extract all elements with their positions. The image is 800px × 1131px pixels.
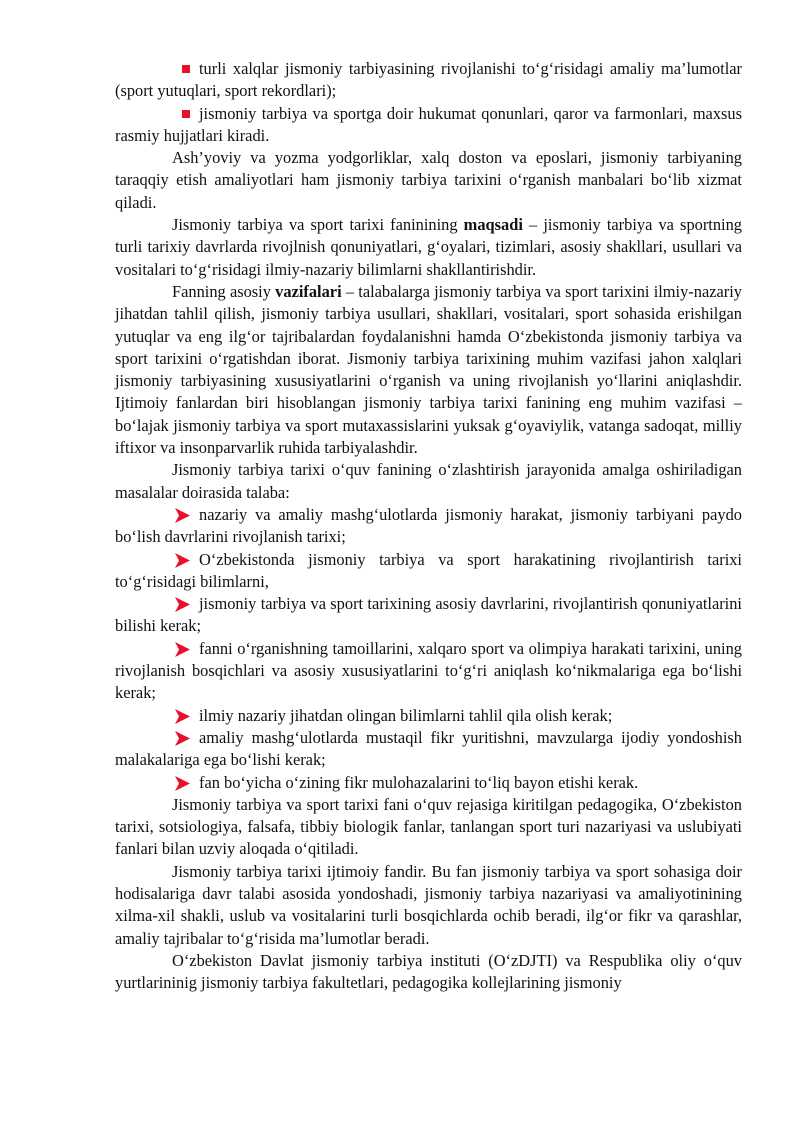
- paragraph: Jismoniy tarbiya va sport tarixi faninining maqsadi – jismoniy tarbiya va sportning turli tarixiy davrlarda rivojlnish qonuniyatlari, g‘oyalari, tizimlari, asosiy shakllari, usullari va vositalari to‘g‘risidagi ilmiy-nazariy bilimlarni shakllantirishdir.: [115, 215, 742, 279]
- list-item: fan bo‘yicha o‘zining fikr mulohazalarini to‘liq bayon etishi kerak.: [115, 772, 742, 794]
- arrow-bullet-icon: [173, 642, 191, 657]
- paragraph: Jismoniy tarbiya tarixi o‘quv fanining o‘zlashtirish jarayonida amalga oshiriladigan masalalar doirasida talaba:: [115, 460, 742, 502]
- list-item: O‘zbekistonda jismoniy tarbiya va sport harakatining rivojlantirish tarixi to‘g‘risidagi bilimlarni,: [115, 549, 742, 591]
- square-bullet-icon: [182, 65, 190, 73]
- arrow-bullet-icon: [173, 776, 191, 791]
- list-item: fanni o‘rganishning tamoillarini, xalqaro sport va olimpiya harakati tarixini, uning rivojlanish bosqichlari va asosiy xususiyatlarini to‘g‘ri aniqlash ko‘nikmalariga ega bo‘lishi kerak;: [115, 638, 742, 703]
- list-item: nazariy va amaliy mashg‘ulotlarda jismoniy harakat, jismoniy tarbiyani paydo bo‘lish davrlarini rivojlanish tarixi;: [115, 504, 742, 547]
- list-item: jismoniy tarbiya va sportga doir hukumat qonunlari, qaror va farmonlari, maxsus rasmiy hujjatlari kiradi.: [115, 103, 742, 145]
- paragraph: Fanning asosiy vazifalari – talabalarga jismoniy tarbiya va sport tarixini ilmiy-nazariy jihatdan tahlil qilish, jismoniy tarbiya usullari, shakllari, vositalari, sport sohasida erishilgan yutuqlar va eng ilg‘or tajribalardan foydalanishni hamda O‘zbekistonda jismoniy tarbiya va sport tarixini o‘rgatishdan iborat. Jismoniy tarbiya tarixining muhim vazifasi jahon xalqlari jismoniy tarbiyasining xususiyatlarini o‘rganish va uning rivojlanish yo‘llarini aniqlashdir. Ijtimoiy fanlardan biri hisoblangan jismoniy tarbiya tarixi fanining eng muhim vazifasi – bo‘lajak jismoniy tarbiya va sport mutaxassislarini yuksak g‘oyaviylik, vatanga sadoqat, milliy iftixor va insonparvarlik ruhida tarbiyalashdir.: [115, 281, 742, 458]
- arrow-bullet-icon: [173, 709, 191, 724]
- arrow-bullet-icon: [173, 508, 191, 523]
- emphasis-text: vazifalari: [275, 281, 342, 301]
- list-item: jismoniy tarbiya va sport tarixining asosiy davrlarini, rivojlantirish qonuniyatlarini bilishi kerak;: [115, 594, 742, 636]
- arrow-bullet-icon: [173, 731, 191, 746]
- paragraph: Jismoniy tarbiya va sport tarixi fani o‘quv rejasiga kiritilgan pedagogika, O‘zbekiston tarixi, sotsiologiya, falsafa, tibbiy biologik fanlar, tanlangan sport turi nazariyasi va uslubiyati fanlari bilan uzviy aloqada o‘qitiladi.: [115, 794, 742, 859]
- arrow-bullet-icon: [173, 553, 191, 568]
- paragraph: Jismoniy tarbiya tarixi ijtimoiy fandir. Bu fan jismoniy tarbiya va sport sohasiga doir hodisalariga davr talabi asosida yondoshadi, jismoniy tarbiya nazariyasi va amaliyotinining xilma-xil shakli, uslub va vositalarini turli bosqichlarda ochib beradi, ilg‘or fikr va qarashlar, amaliy tajribalar to‘g‘risida ma’lumotlar beradi.: [115, 861, 742, 948]
- emphasis-text: maqsadi: [463, 215, 523, 235]
- square-bullet-icon: [182, 110, 190, 118]
- list-item: turli xalqlar jismoniy tarbiyasining rivojlanishi to‘g‘risidagi amaliy ma’lumotlar (sport yutuqlari, sport rekordlari);: [115, 59, 742, 101]
- paragraph: O‘zbekiston Davlat jismoniy tarbiya instituti (O‘zDJTI) va Respublika oliy o‘quv yurtlarininig jismoniy tarbiya fakultetlari, pedagogika kollejlarining jismoniy: [115, 950, 742, 993]
- list-item: ilmiy nazariy jihatdan olingan bilimlarni tahlil qila olish kerak;: [115, 705, 742, 727]
- arrow-bullet-icon: [173, 597, 191, 612]
- paragraph: Ash’yoviy va yozma yodgorliklar, xalq doston va eposlari, jismoniy tarbiyaning taraqqiy etish amaliyotlari ham jismoniy tarbiya tarixini o‘rganish manbalari bo‘lib xizmat qiladi.: [115, 148, 742, 212]
- list-item: amaliy mashg‘ulotlarda mustaqil fikr yuritishni, mavzularga ijodiy yondoshish malakalariga ega bo‘lishi kerak;: [115, 727, 742, 770]
